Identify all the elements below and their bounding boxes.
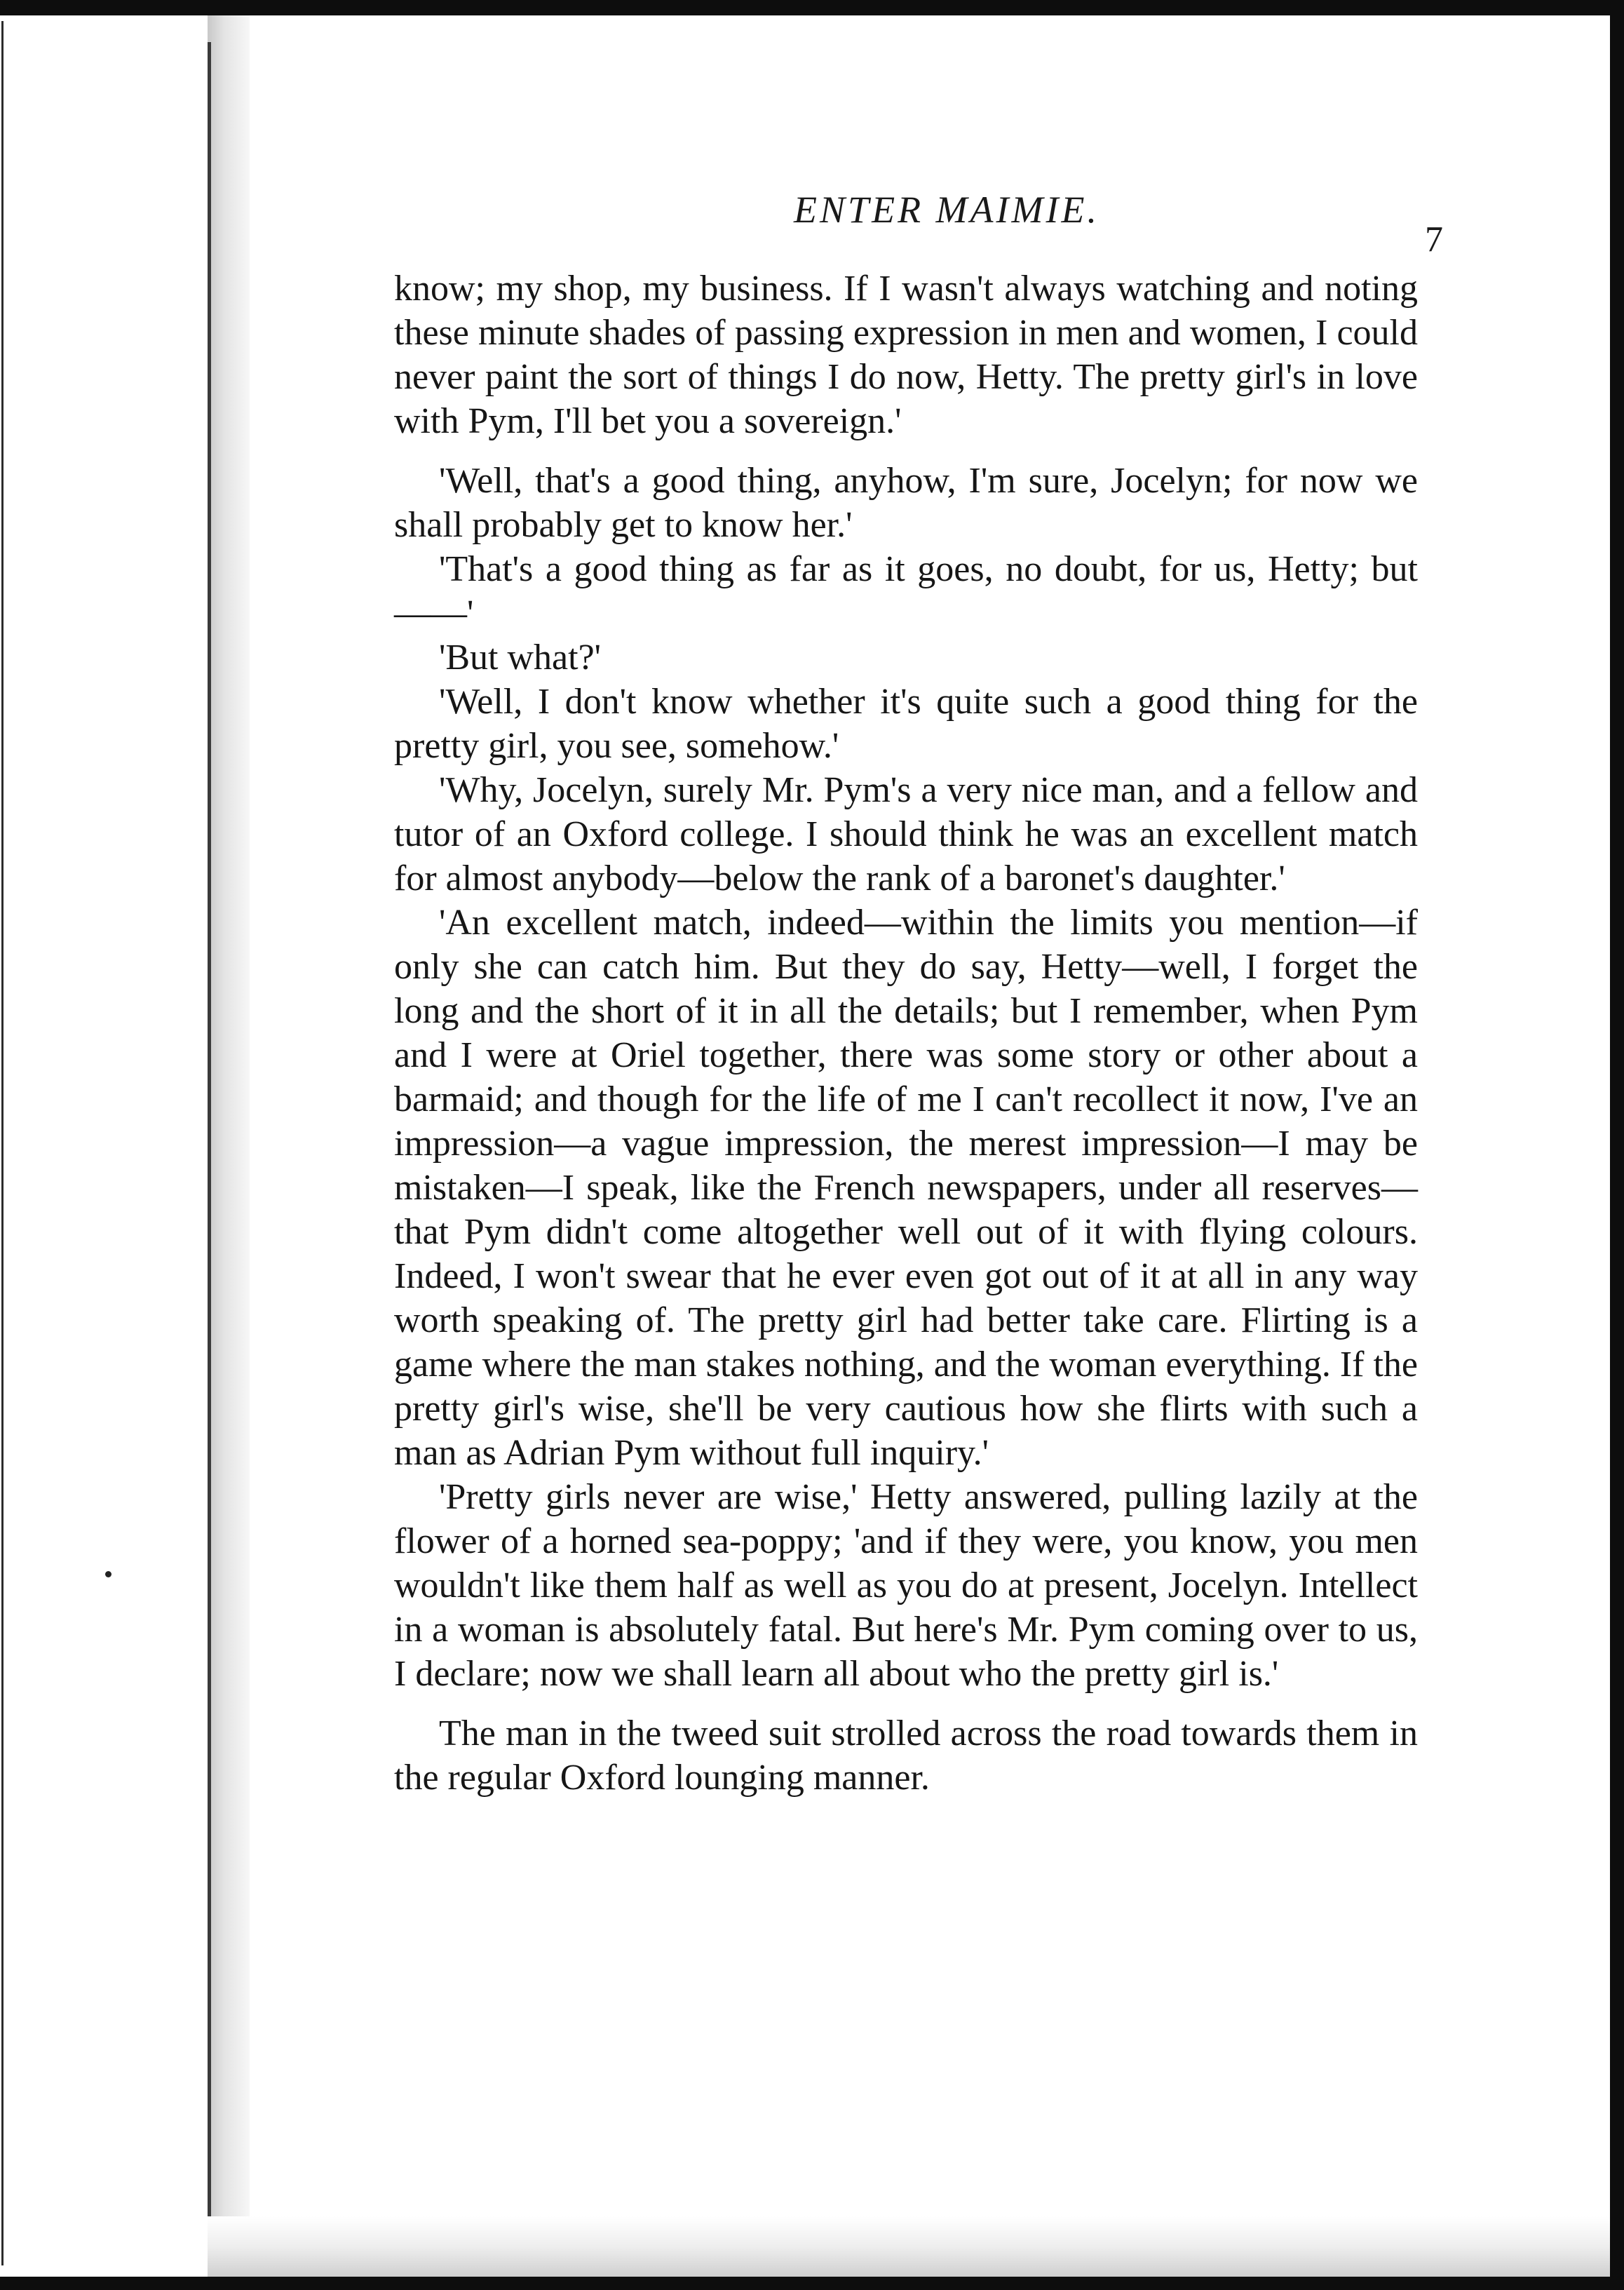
gutter-shadow bbox=[208, 15, 250, 2277]
paragraph: 'But what?' bbox=[439, 638, 602, 678]
scan-border-right bbox=[1610, 0, 1624, 2290]
page-number: 7 bbox=[1425, 220, 1443, 260]
paragraph: 'An excellent match, indeed—within the limits you mention—if only she can catch him. But they do say, Hetty—well, I forget the long and the short of it in all the details; but I remember, when Pym and I were at Oriel together, there was some story or other about a barmaid; and though for the life of me I can't recollect it now, I've an impression—a vague impression, the merest impression—I may be mistaken—I speak, like the French newspapers, under all reserves—that Pym didn't come altogether well out of it with flying colours. Indeed, I won't swear that he ever even got out of it at all in any way worth speaking of. The pretty girl had better take care. Flirting is a game where the man stakes nothing, and the woman everything. If the pretty girl's wise, she'll be very cautious how she flirts with such a man as Adrian Pym without full inquiry.' bbox=[394, 903, 1418, 1473]
paragraph: 'Pretty girls never are wise,' Hetty answered, pulling lazily at the flower of a horned sea-poppy; 'and if they were, you know, you men wouldn't like them half as well as you do at present, Jocelyn. Intellect in a woman is absolutely fatal. But here's Mr. Pym coming over to us, I declare; now we shall learn all about who the pretty girl is.' bbox=[394, 1477, 1418, 1694]
scan-border-bottom bbox=[0, 2277, 1624, 2290]
facing-page-edge bbox=[1, 21, 4, 2265]
paragraph: 'Well, I don't know whether it's quite such a good thing for the pretty girl, you see, somehow.' bbox=[394, 682, 1418, 766]
paragraph: The man in the tweed suit strolled across the road towards them in the regular Oxford lounging manner. bbox=[394, 1713, 1418, 1798]
paragraph: 'Well, that's a good thing, anyhow, I'm sure, Jocelyn; for now we shall probably get to know her.' bbox=[394, 461, 1418, 545]
bottom-page-curl bbox=[208, 2216, 1610, 2277]
paragraph-continuation: know; my shop, my business. If I wasn't always watching and noting these minute shades of passing expression in men and women, I could never paint the sort of things I do now, Hetty. The pretty girl's in love with Pym, I'll bet you a sovereign.' bbox=[394, 269, 1418, 441]
paragraph: 'Why, Jocelyn, surely Mr. Pym's a very nice man, and a fellow and tutor of an Oxford college. I should think he was an excellent match for almost anybody—below the rank of a baronet's daughter.' bbox=[394, 770, 1418, 898]
scan-speck bbox=[105, 1571, 111, 1577]
running-head: ENTER MAIMIE. bbox=[794, 189, 1099, 231]
paragraph: 'That's a good thing as far as it goes, no doubt, for us, Hetty; but——' bbox=[394, 549, 1418, 633]
binding-line bbox=[208, 42, 211, 2251]
body-text bbox=[394, 267, 1418, 1800]
scan-border-top bbox=[0, 0, 1624, 15]
